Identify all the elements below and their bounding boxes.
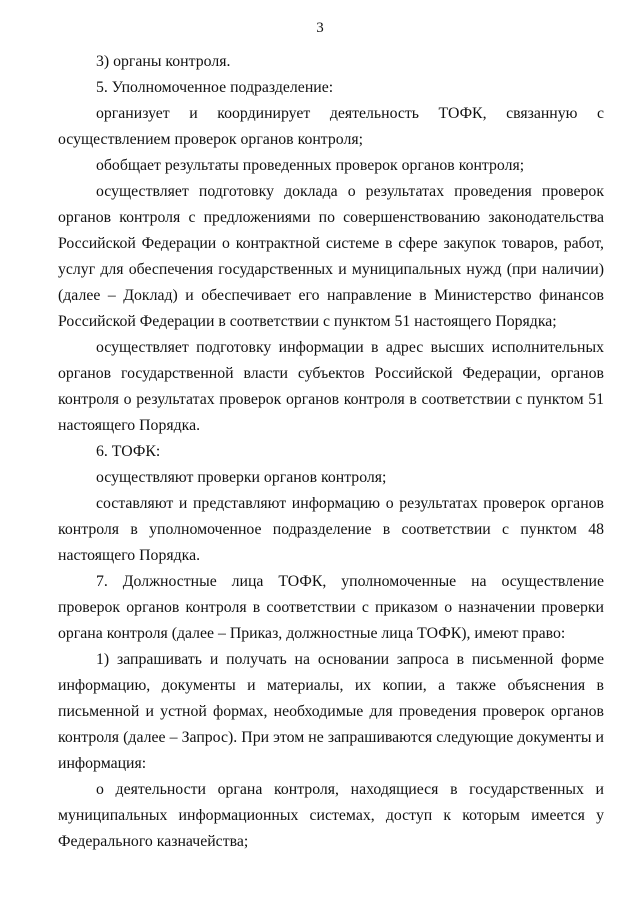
paragraph-clause-5-information: осуществляет подготовку информации в адрес высших исполнительных органов государственной власти субъектов Российской Федерации, органов контроля о результатах проверок органов контроля в соответствии с пунктом 51 настоящего Порядка. — [58, 339, 604, 434]
paragraph-clause-5-summarizes: обобщает результаты проведенных проверок органов контроля; — [96, 157, 525, 174]
paragraph-clause-7-item-1-sub: о деятельности органа контроля, находящиеся в государственных и муниципальных информационных системах, доступ к которым имеется у Федерального казначейства; — [58, 781, 604, 850]
paragraph-clause-6-reporting: составляют и представляют информацию о результатах проверок органов контроля в уполномоченное подразделение в соответствии с пунктом 48 настоящего Порядка. — [58, 495, 604, 564]
paragraph-clause-5-report: осуществляет подготовку доклада о результатах проведения проверок органов контроля с предложениями по совершенствованию законодательства Российской Федерации о контрактной системе в сфере закупок товаров, работ, услуг для обеспечения государственных и муниципальных нужд (при наличии) (далее – Доклад) и обеспечивает его направление в Министерство финансов Российской Федерации в соответствии с пунктом 51 настоящего Порядка; — [58, 183, 604, 330]
paragraph-item-3: 3) органы контроля. — [96, 53, 231, 70]
paragraph-clause-5-organizes: организует и координирует деятельность ТОФК, связанную с осуществлением проверок органов контроля; — [58, 105, 604, 148]
paragraph-clause-5-heading: 5. Уполномоченное подразделение: — [96, 79, 334, 96]
paragraph-clause-6-heading: 6. ТОФК: — [96, 443, 161, 460]
paragraph-clause-7-heading: 7. Должностные лица ТОФК, уполномоченные на осуществление проверок органов контроля в соответствии с приказом о назначении проверки органа контроля (далее – Приказ, должностные лица ТОФК), имеют право: — [58, 573, 604, 642]
paragraph-clause-7-item-1: 1) запрашивать и получать на основании запроса в письменной форме информацию, документы и материалы, их копии, а также объяснения в письменной и устной формах, необходимые для проведения проверок органов контроля (далее – Запрос). При этом не запрашиваются следующие документы и информация: — [58, 651, 604, 772]
document-body — [58, 49, 604, 855]
paragraph-clause-6-inspections: осуществляют проверки органов контроля; — [96, 469, 387, 486]
page-number: 3 — [316, 20, 324, 36]
